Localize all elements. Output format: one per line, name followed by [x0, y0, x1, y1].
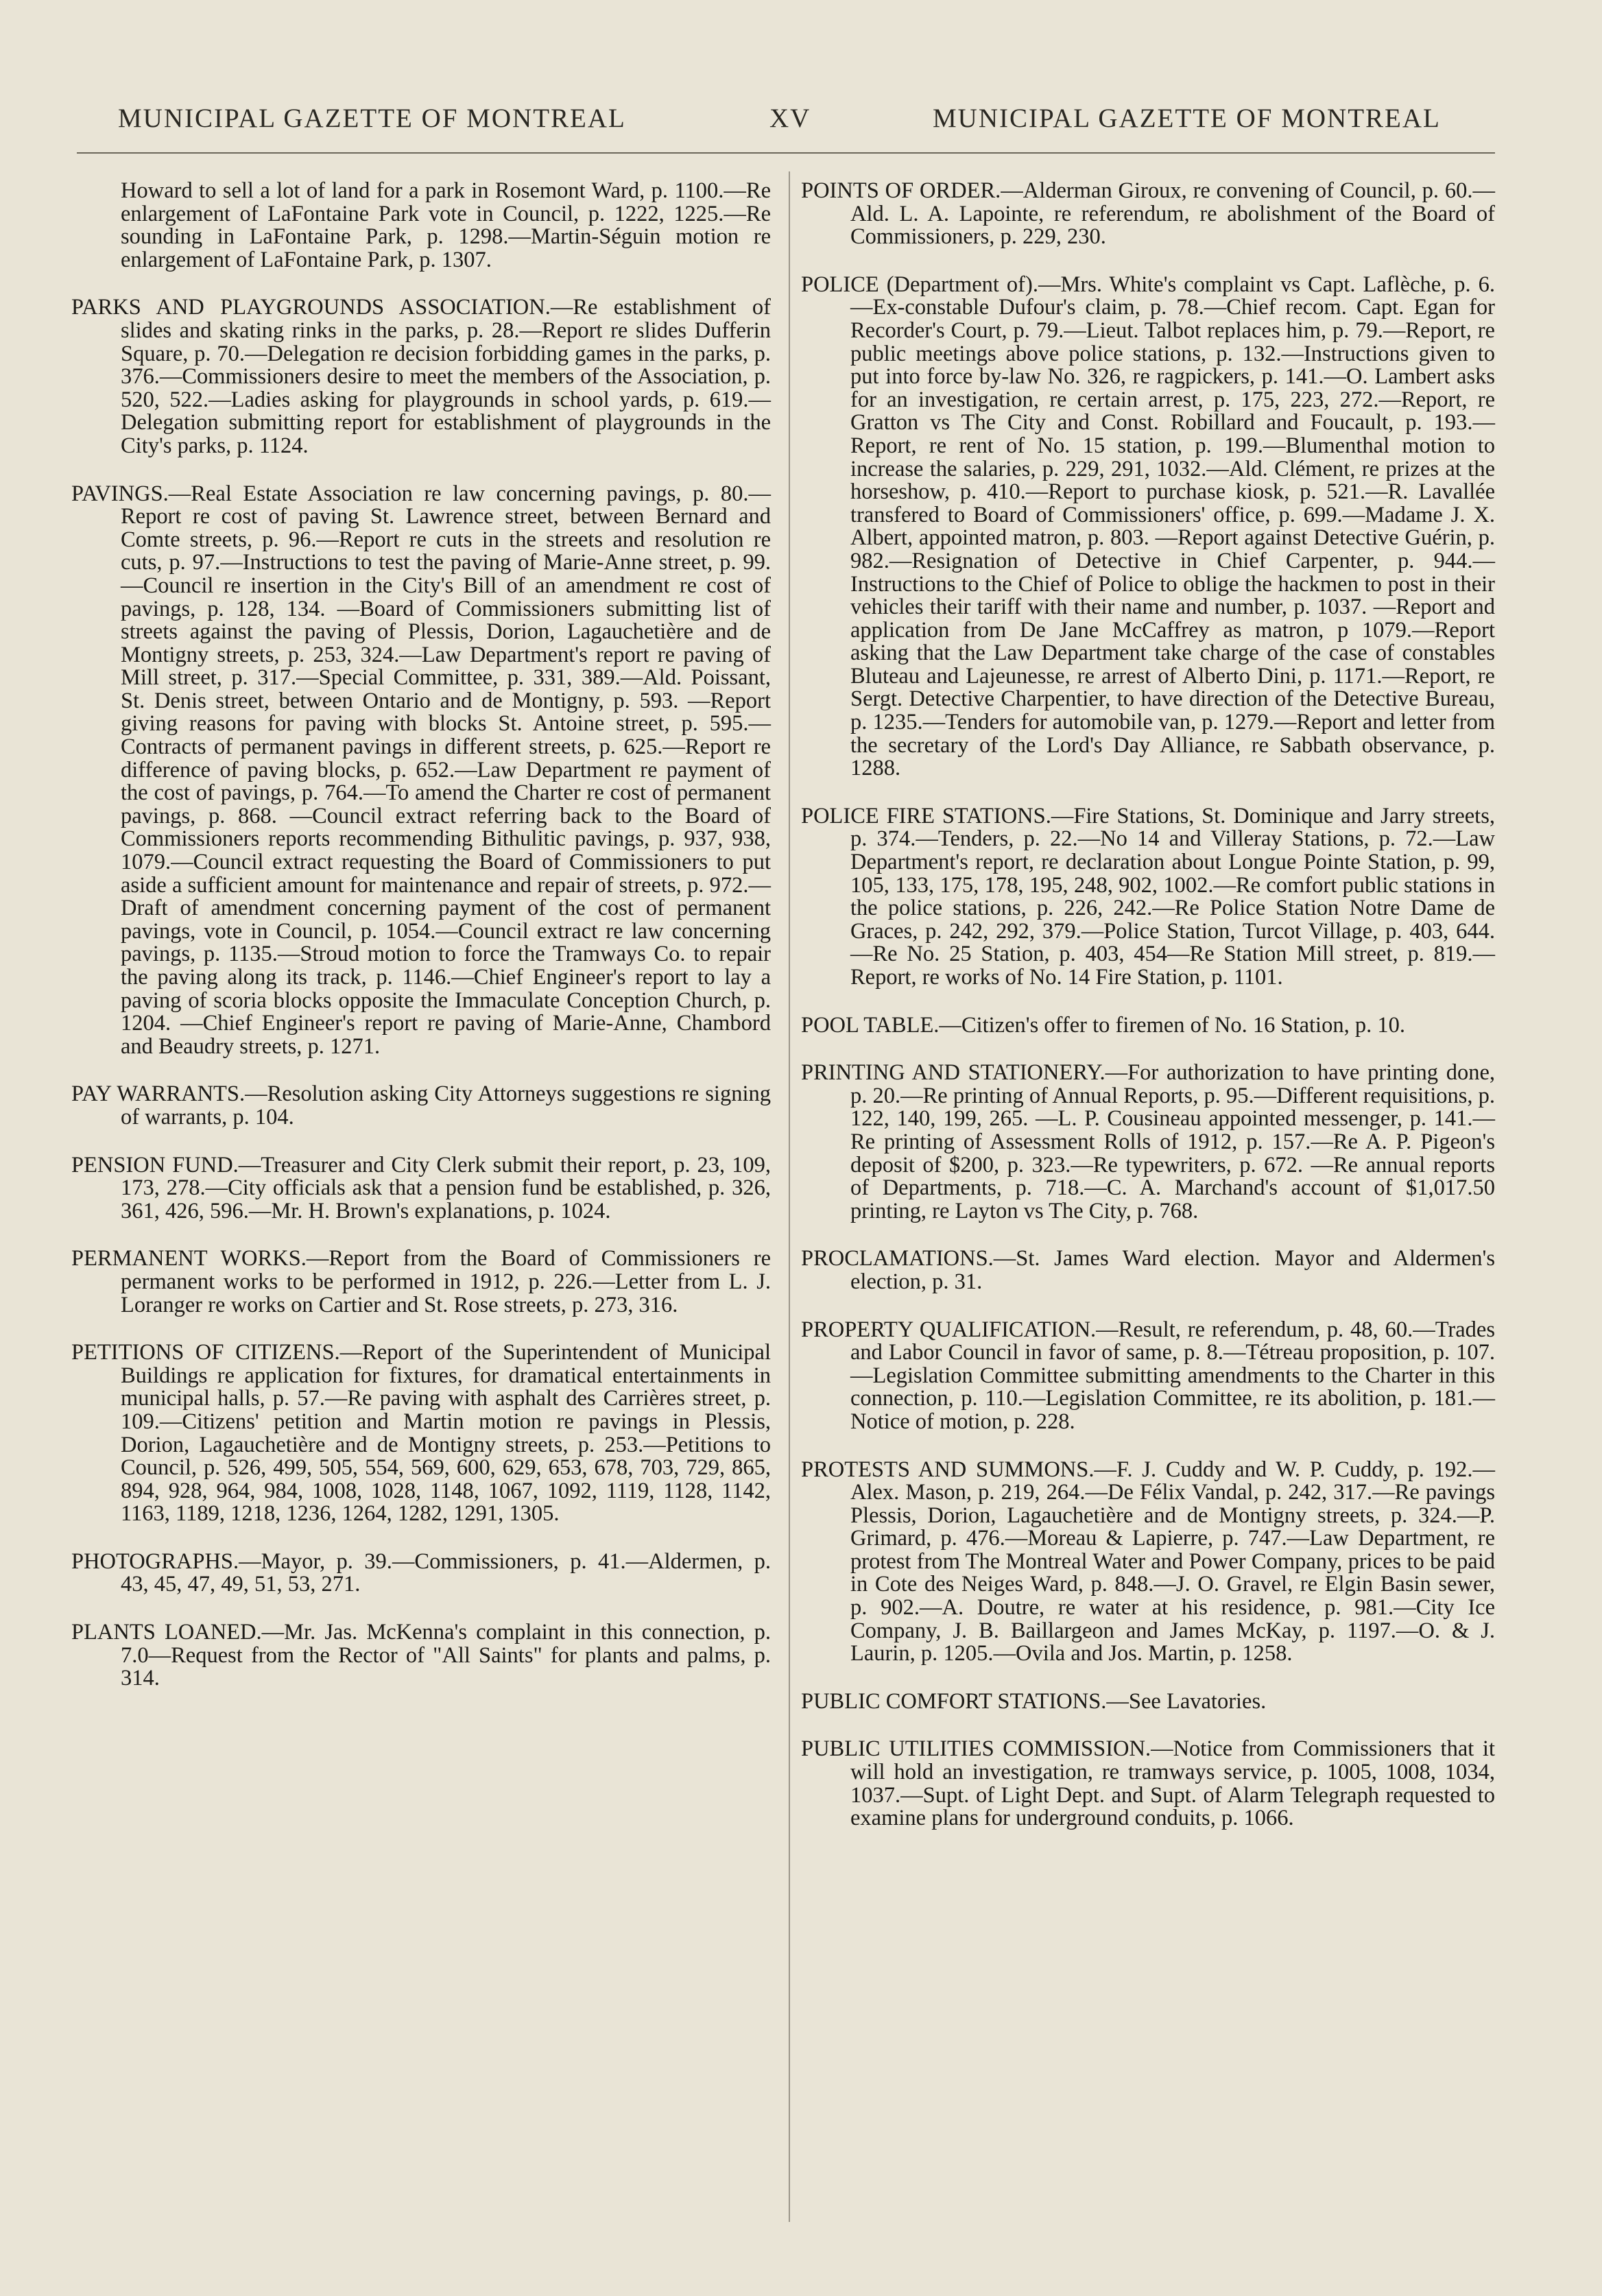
index-entry-parks-playgrounds: PARKS AND PLAYGROUNDS ASSOCIATION.—Re establishment of slides and skating rinks in the parks, p. 28.—Report re slides Dufferin Square, p. 70.—Delegation re decision forbidding games in the parks, p. 376.—Commissioners desire to meet the members of the Association, p. 520, 522.—Ladies asking for playgrounds in school yards, p. 619.—Delegation submitting report for establishment of playgrounds in the City's parks, p. 1124. — [71, 295, 771, 458]
index-entry-petitions: PETITIONS OF CITIZENS.—Report of the Superintendent of Municipal Buildings re application for fixtures, for dramatical entertainments in municipal halls, p. 57.—Re paving with asphalt des Carrières street, p. 109.—Citizens' petition and Martin motion re pavings in Plessis, Dorion, Lagauchetière and de Montigny streets, p. 253.—Petitions to Council, p. 526, 499, 505, 554, 569, 600, 629, 653, 678, 703, 729, 865, 894, 928, 964, 984, 1008, 1028, 1148, 1067, 1092, 1119, 1128, 1142, 1163, 1189, 1218, 1236, 1264, 1282, 1291, 1305. — [71, 1340, 771, 1527]
index-entry-police-fire-stations: POLICE FIRE STATIONS.—Fire Stations, St. Dominique and Jarry streets, p. 374.—Tenders, p. 22.—No 14 and Villeray Stations, p. 72.—Law Department's report, re declaration about Longue Pointe Station, p. 99, 105, 133, 175, 178, 195, 248, 902, 1002.—Re comfort public stations in the police stations, p. 226, 242.—Re Police Station Notre Dame de Graces, p. 242, 292, 379.—Police Station, Turcot Village, p. 403, 644.—Re No. 25 Station, p. 403, 454—Re Station Mill street, p. 819.—Report, re works of No. 14 Fire Station, p. 1101. — [801, 803, 1495, 990]
column-divider — [789, 171, 790, 2222]
page-number: XV — [769, 104, 811, 133]
index-entry-pension-fund: PENSION FUND.—Treasurer and City Clerk submit their report, p. 23, 109, 173, 278.—City officials ask that a pension fund be established, p. 326, 361, 426, 596.—Mr. H. Brown's explanations, p. 1024. — [71, 1152, 771, 1223]
index-entry-permanent-works: PERMANENT WORKS.—Report from the Board of Commissioners re permanent works to be performed in 1912, p. 226.—Letter from L. J. Loranger re works on Cartier and St. Rose streets, p. 273, 316. — [71, 1246, 771, 1317]
index-entry-pool-table: POOL TABLE.—Citizen's offer to firemen of No. 16 Station, p. 10. — [801, 1012, 1405, 1038]
index-entry-proclamations: PROCLAMATIONS.—St. James Ward election. Mayor and Aldermen's election, p. 31. — [801, 1246, 1495, 1294]
header-left-title: MUNICIPAL GAZETTE OF MONTREAL — [118, 104, 626, 133]
index-entry-pay-warrants: PAY WARRANTS.—Resolution asking City Attorneys suggestions re signing of warrants, p. 104. — [71, 1081, 771, 1129]
continued-entry: Howard to sell a lot of land for a park in Rosemont Ward, p. 1100.—Re enlargement of LaFontaine Park vote in Council, p. 1222, 1225.—Re sounding in LaFontaine Park, p. 1298.—Martin-Séguin motion re enlargement of LaFontaine Park, p. 1307. — [121, 178, 771, 272]
index-entry-pavings: PAVINGS.—Real Estate Association re law concerning pavings, p. 80.—Report re cost of paving St. Lawrence street, between Bernard and Comte streets, p. 96.—Report re cuts in the streets and resolution re cuts, p. 97.—Instructions to test the paving of Marie-Anne street, p. 99.—Council re insertion in the City's Bill of an amendment re cost of pavings, p. 128, 134. —Board of Commissioners submitting list of streets against the paving of Plessis, Dorion, Lagauchetière and de Montigny streets, p. 253, 324.—Law Department's report re paving of Mill street, p. 317.—Special Committee, p. 331, 389.—Ald. Poissant, St. Denis street, between Ontario and de Montigny, p. 593. —Report giving reasons for paving with blocks St. Antoine street, p. 595.—Contracts of permanent pavings in different streets, p. 625.—Report re difference of paving blocks, p. 652.—Law Department re payment of the cost of pavings, p. 764.—To amend the Charter re cost of permanent pavings, p. 868. —Council extract referring back to the Board of Commissioners reports recommending Bithulitic pavings, p. 937, 938, 1079.—Council extract requesting the Board of Commissioners to put aside a sufficient amount for maintenance and repair of streets, p. 972.—Draft of amendment concerning payment of the cost of permanent pavings, vote in Council, p. 1054.—Council extract re law concerning pavings, p. 1135.—Stroud motion to force the Tramways Co. to repair the paving along its track, p. 1146.—Chief Engineer's report to lay a paving of scoria blocks opposite the Immaculate Conception Church, p. 1204. —Chief Engineer's report re paving of Marie-Anne, Chambord and Beaudry streets, p. 1271. — [71, 481, 771, 1059]
left-column — [71, 180, 771, 1715]
index-entry-police: POLICE (Department of).—Mrs. White's complaint vs Capt. Laflèche, p. 6.—Ex-constable Dufour's claim, p. 78.—Chief recom. Capt. Egan for Recorder's Court, p. 79.—Lieut. Talbot replaces him, p. 79.—Report, re public meetings above police stations, p. 132.—Instructions given to put into force by-law No. 326, re ragpickers, p. 141.—O. Lambert asks for an investigation, re certain arrest, p. 175, 223, 272.—Report, re Gratton vs The City and Const. Robillard and Foucault, p. 193.—Report, re rent of No. 15 station, p. 199.—Blumenthal motion to increase the salaries, p. 229, 291, 1032.—Ald. Clément, re prizes at the horseshow, p. 410.—Report to purchase kiosk, p. 521.—R. Lavallée transfered to Board of Commissioners' office, p. 699.—Madame J. X. Albert, appointed matron, p. 803. —Report against Detective Guérin, p. 982.—Resignation of Detective in Chief Carpenter, p. 944.—Instructions to the Chief of Police to oblige the hackmen to post in their vehicles their tariff with their name and number, p. 1037. —Report and application from De Jane McCaffrey as matron, p 1079.—Report asking that the Law Department take charge of the case of constables Bluteau and Lajeunesse, re arrest of Alberto Dini, p. 1171.—Report, re Sergt. Detective Charpentier, to have direction of the Detective Bureau, p. 1235.—Tenders for automobile van, p. 1279.—Report and letter from the secretary of the Lord's Day Alliance, re Sabbath observance, p. 1288. — [801, 272, 1496, 781]
index-entry-printing-stationery: PRINTING AND STATIONERY.—For authorization to have printing done, p. 20.—Re printing of Annual Reports, p. 95.—Different requisitions, p. 122, 140, 199, 265. —L. P. Cousineau appointed messenger, p. 141.—Re printing of Assessment Rolls of 1912, p. 157.—Re A. P. Pigeon's deposit of $200, p. 323.—Re typewriters, p. 672. —Re annual reports of Departments, p. 718.—C. A. Marchand's account of $1,017.50 printing, re Layton vs The City, p. 768. — [801, 1060, 1495, 1223]
index-entry-public-utilities: PUBLIC UTILITIES COMMISSION.—Notice from Commissioners that it will hold an investigation, re tramways service, p. 1005, 1008, 1034, 1037.—Supt. of Light Dept. and Supt. of Alarm Telegraph requested to examine plans for underground conduits, p. 1066. — [801, 1736, 1495, 1831]
index-entry-plants-loaned: PLANTS LOANED.—Mr. Jas. McKenna's complaint in this connection, p. 7.0—Request from the Rector of "All Saints" for plants and palms, p. 314. — [71, 1620, 771, 1691]
right-column — [801, 180, 1495, 1855]
index-entry-photographs: PHOTOGRAPHS.—Mayor, p. 39.—Commissioners, p. 41.—Aldermen, p. 43, 45, 47, 49, 51, 53, 271. — [71, 1548, 771, 1597]
index-entry-protests-summons: PROTESTS AND SUMMONS.—F. J. Cuddy and W. P. Cuddy, p. 192.—Alex. Mason, p. 219, 264.—De Félix Vandal, p. 242, 317.—Re pavings Plessis, Dorion, Lagauchetière and de Montigny streets, p. 324.—P. Grimard, p. 476.—Moreau & Lapierre, p. 747.—Law Department, re protest from The Montreal Water and Power Company, prices to be paid in Cote des Neiges Ward, p. 848.—J. O. Gravel, re Elgin Basin sewer, p. 902.—A. Doutre, re water at his residence, p. 981.—City Ice Company, J. B. Baillargeon and James McKay, p. 1197.—O. & J. Laurin, p. 1205.—Ovila and Jos. Martin, p. 1258. — [801, 1457, 1495, 1666]
index-entry-points-of-order: POINTS OF ORDER.—Alderman Giroux, re convening of Council, p. 60.—Ald. L. A. Lapointe, re referendum, re abolishment of the Board of Commissioners, p. 229, 230. — [801, 178, 1495, 250]
header-rule — [77, 152, 1495, 154]
running-header — [0, 96, 1602, 137]
header-right-title: MUNICIPAL GAZETTE OF MONTREAL — [933, 104, 1441, 133]
index-entry-public-comfort-stations: PUBLIC COMFORT STATIONS.—See Lavatories. — [801, 1688, 1267, 1714]
index-entry-property-qualification: PROPERTY QUALIFICATION.—Result, re referendum, p. 48, 60.—Trades and Labor Council in favor of same, p. 8.—Tétreau proposition, p. 107.—Legislation Committee submitting amendments to the Charter in this connection, p. 110.—Legislation Committee, re its abolition, p. 181.—Notice of motion, p. 228. — [801, 1317, 1495, 1434]
